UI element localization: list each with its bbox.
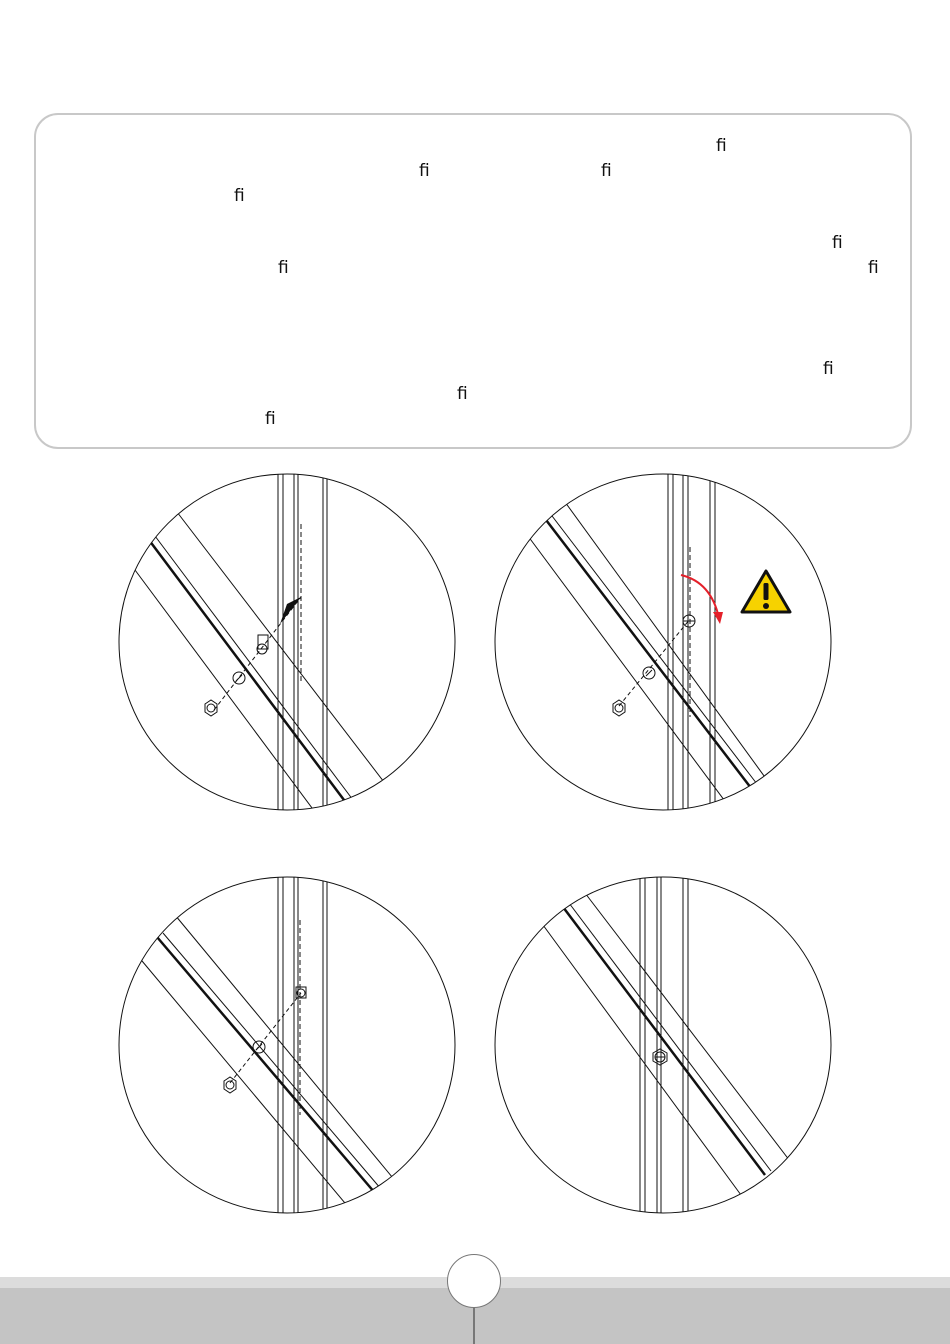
ligature-glyph: ﬁ [716,136,727,156]
ligature-glyph: ﬁ [278,258,289,278]
ligature-glyph: ﬁ [234,186,245,206]
ligature-glyph: ﬁ [823,359,834,379]
ligature-glyph: ﬁ [601,161,612,181]
instruction-box [34,113,912,449]
ligature-glyph: ﬁ [457,384,468,404]
page-number-circle [447,1254,501,1308]
step-4-tightened [493,875,833,1215]
ligature-glyph: ﬁ [419,161,430,181]
step-2-rotate-bolt [493,472,833,812]
step-1-insert-bolt [117,472,457,812]
warning-icon [740,569,792,615]
ligature-glyph: ﬁ [868,258,879,278]
ligature-glyph: ﬁ [265,409,276,429]
step-3-add-washer-nut [117,875,457,1215]
page-marker-stem [473,1307,475,1344]
ligature-glyph: ﬁ [832,233,843,253]
